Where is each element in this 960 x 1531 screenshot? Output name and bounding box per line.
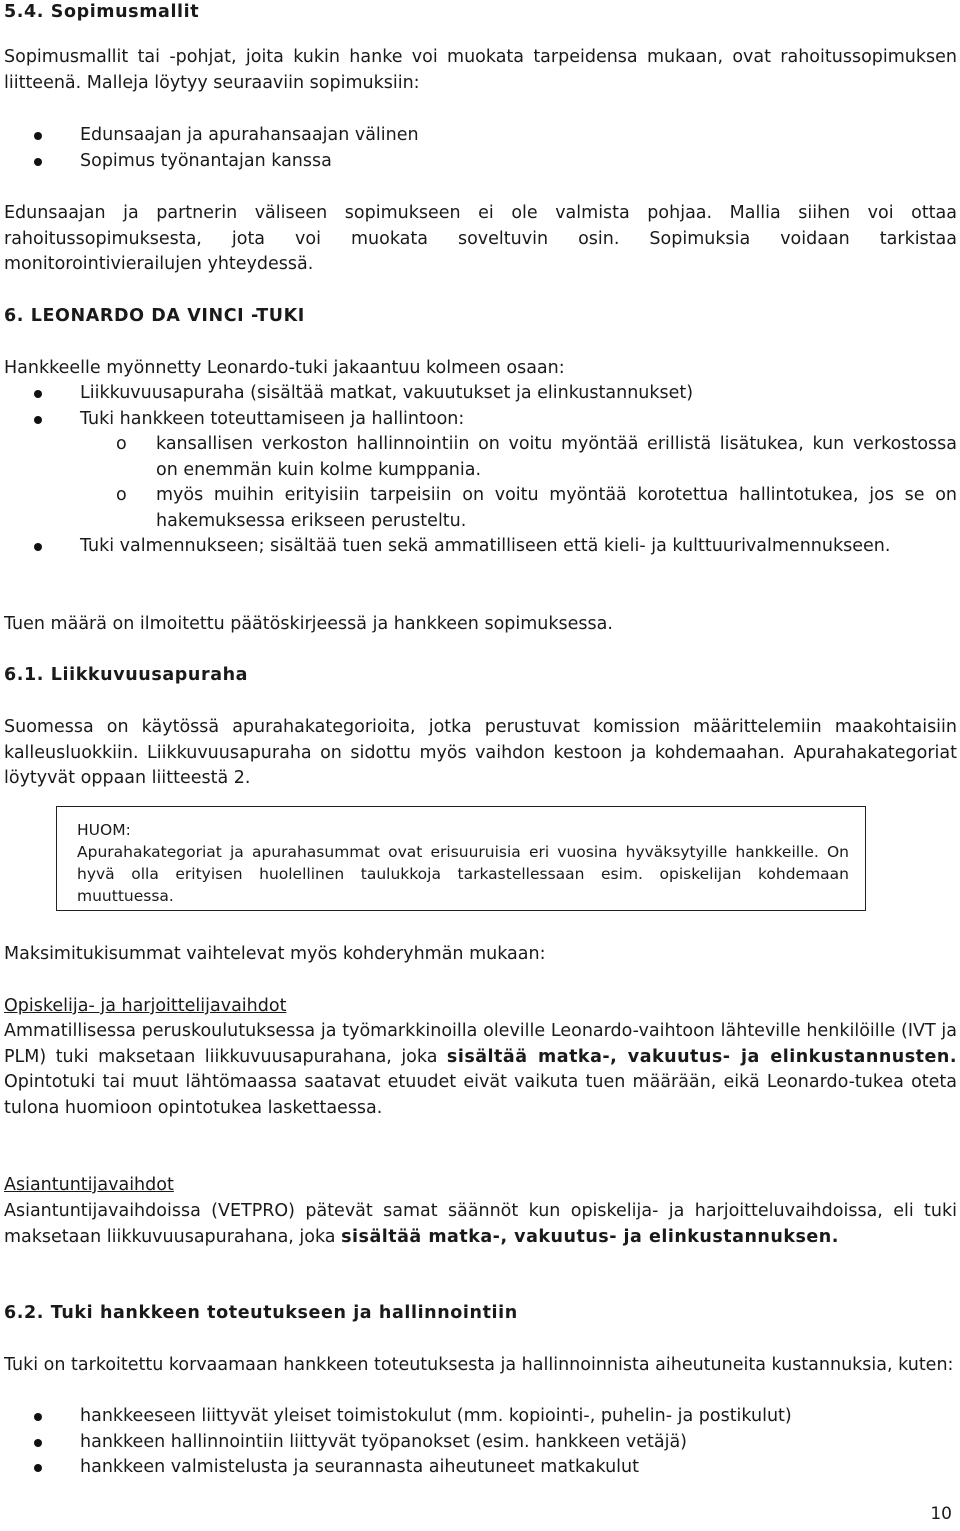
heading-5-4: 5.4. Sopimusmallit — [4, 2, 200, 22]
list-item: o myös muihin erityisiin tarpeisiin on voitu myöntää korotettua hallintotukea, jos se on hakemuksessa erikseen perusteltu. — [116, 485, 957, 531]
expert-bold: sisältää matka-, vakuutus- ja elinkustannuksen. — [341, 1226, 839, 1247]
sec6-bullet-list — [4, 381, 957, 560]
bullet-icon — [34, 543, 42, 551]
list-item: Edunsaajan ja apurahansaajan välinen — [4, 123, 957, 149]
sec6-outro: Tuen määrä on ilmoitettu päätöskirjeessä ja hankkeen sopimuksessa. — [4, 614, 613, 634]
sec62-bullet-list — [4, 1404, 957, 1481]
list-item: o kansallisen verkoston hallinnointiin on voitu myöntää erillistä lisätukea, kun verkostossa on enemmän kuin kolme kumppania. — [116, 434, 957, 480]
sec54-intro: Sopimusmallit tai -pohjat, joita kukin hanke voi muokata tarpeidensa mukaan, ovat rahoitussopimuksen liitteenä. Malleja löytyy seuraaviin sopimuksiin: — [4, 47, 957, 93]
expert-title: Asiantuntijavaihdot — [4, 1175, 174, 1195]
sec6-intro: Hankkeelle myönnetty Leonardo-tuki jakaantuu kolmeen osaan: — [4, 358, 565, 378]
sec54-paragraph: Edunsaajan ja partnerin väliseen sopimukseen ei ole valmista pohjaa. Mallia siihen voi ottaa rahoitussopimuksesta, jota voi muokata soveltuvin osin. Sopimuksia voidaan tarkistaa monitorointivierailujen yhteydessä. — [4, 203, 957, 274]
bullet-icon — [34, 132, 42, 140]
list-item: hankkeen hallinnointiin liittyvät työpanokset (esim. hankkeen vetäjä) — [4, 1430, 957, 1456]
bullet-icon — [34, 1413, 42, 1421]
student-paragraph: Ammatillisessa peruskoulutuksessa ja työmarkkinoilla oleville Leonardo-vaihtoon lähteville henkilöille (IVT ja PLM) tuki maksetaan liikkuvuusapurahana, joka sisältää matka-, vakuutus- ja elinkustannusten. Opintotuki tai muut lähtömaassa saatavat etuudet eivät vaikuta tuen määrään, eikä Leonardo-tukea oteta tulona huomioon opintotukea laskettaessa. — [4, 1021, 957, 1118]
bullet-icon — [34, 158, 42, 166]
list-item: hankkeeseen liittyvät yleiset toimistokulut (mm. kopiointi-, puhelin- ja postikulut) — [4, 1404, 957, 1430]
list-item: hankkeen valmistelusta ja seurannasta aiheutuneet matkakulut — [4, 1455, 957, 1481]
circle-bullet-icon: o — [116, 485, 127, 505]
max-intro: Maksimitukisummat vaihtelevat myös kohderyhmän mukaan: — [4, 944, 546, 964]
sec6-sub-list — [80, 432, 957, 534]
bullet-icon — [34, 1439, 42, 1447]
heading-6: 6. LEONARDO DA VINCI -TUKI — [4, 306, 305, 326]
heading-6-2: 6.2. Tuki hankkeen toteutukseen ja hallinnointiin — [4, 1303, 518, 1323]
note-text: Apurahakategoriat ja apurahasummat ovat erisuuruisia eri vuosina hyväksytyille hankkeille. On hyvä olla erityisen huolellinen taulukkoja tarkastellessaan esim. opiskelijan kohdemaan muuttuessa. — [77, 843, 849, 905]
bullet-icon — [34, 1464, 42, 1472]
student-title: Opiskelija- ja harjoittelijavaihdot — [4, 996, 287, 1016]
sec54-bullet-list — [4, 123, 957, 174]
expert-paragraph: Asiantuntijavaihdoissa (VETPRO) pätevät samat säännöt kun opiskelija- ja harjoitteluvaihdoissa, eli tuki maksetaan liikkuvuusapurahana, joka sisältää matka-, vakuutus- ja elinkustannuksen. — [4, 1201, 957, 1247]
bullet-icon — [34, 390, 42, 398]
list-item: Tuki valmennukseen; sisältää tuen sekä ammatilliseen että kieli- ja kulttuurivalmennukseen. — [4, 534, 957, 560]
student-bold: sisältää matka-, vakuutus- ja elinkustannusten. — [446, 1046, 957, 1067]
list-item: Liikkuvuusapuraha (sisältää matkat, vakuutukset ja elinkustannukset) — [4, 381, 957, 407]
list-item: Tuki hankkeen toteuttamiseen ja hallintoon: o kansallisen verkoston hallinnointiin on voitu myöntää erillistä lisätukea, kun verkostossa on enemmän kuin kolme kumppania. o myös muihin erityisiin tarpeisiin on voitu myöntää korotettua hallintotukea, jos se on hakemuksessa erikseen perusteltu. — [4, 407, 957, 535]
page-number: 10 — [930, 1504, 952, 1524]
list-item: Sopimus työnantajan kanssa — [4, 149, 957, 175]
sec61-paragraph: Suomessa on käytössä apurahakategorioita, jotka perustuvat komission määrittelemiin maakohtaisiin kalleusluokkiin. Liikkuvuusapuraha on sidottu myös vaihdon kestoon ja kohdemaahan. Apurahakategoriat löytyvät oppaan liitteestä 2. — [4, 717, 957, 788]
bullet-icon — [34, 416, 42, 424]
note-title: HUOM: — [77, 821, 131, 839]
circle-bullet-icon: o — [116, 434, 127, 454]
sec62-intro: Tuki on tarkoitettu korvaamaan hankkeen toteutuksesta ja hallinnoinnista aiheutuneita kustannuksia, kuten: — [4, 1355, 954, 1375]
note-box — [56, 806, 866, 911]
heading-6-1: 6.1. Liikkuvuusapuraha — [4, 665, 249, 685]
